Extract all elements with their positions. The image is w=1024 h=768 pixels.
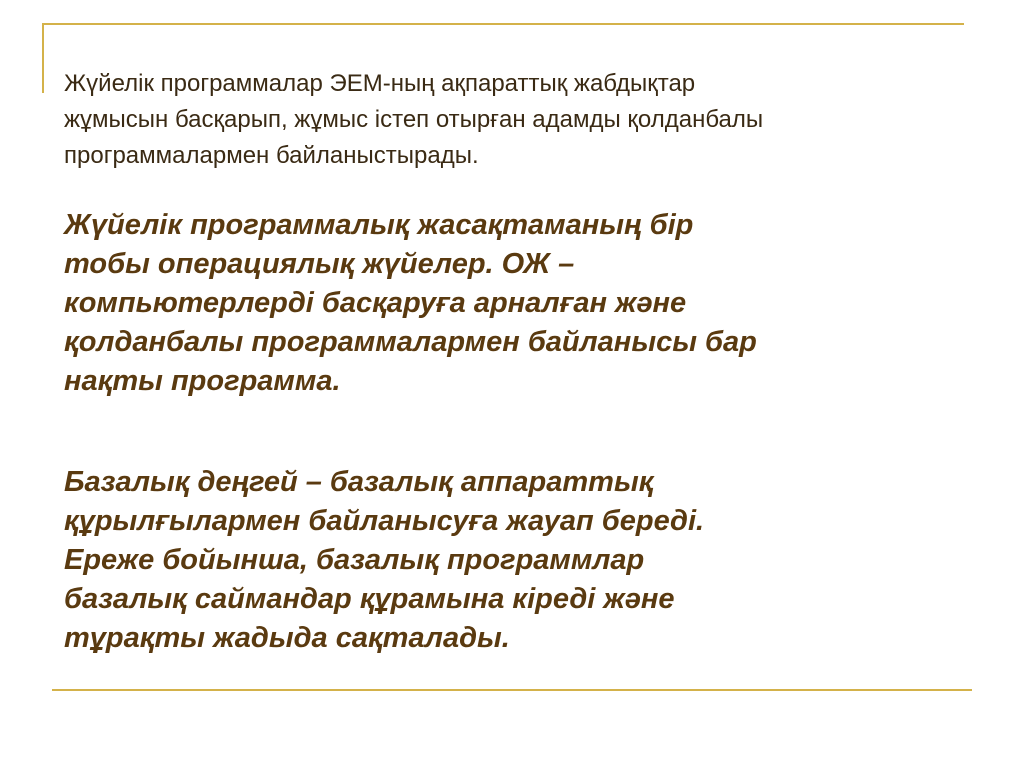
paragraph-line: компьютерлерді басқаруға арналған және: [64, 287, 687, 319]
paragraph-line: Ереже бойынша, базалық программлар: [64, 544, 645, 576]
paragraph-line: Жүйелік программалық жасақтаманың бір: [64, 209, 694, 241]
subtitle-line: жұмысын басқарып, жұмыс істеп отырған адамды қолданбалы: [64, 106, 764, 133]
paragraph-line: тобы операциялық жүйелер. ОЖ –: [64, 248, 575, 280]
paragraph-line: құрылғылармен байланысуға жауап береді.: [64, 505, 705, 537]
paragraph-base-level: [64, 463, 964, 658]
left-border-line: [42, 23, 44, 93]
paragraph-line: нақты программа.: [64, 365, 341, 397]
paragraph-line: тұрақты жадыда сақталады.: [64, 622, 510, 654]
paragraph-operating-systems: [64, 206, 964, 401]
subtitle-line: программалармен байланыстырады.: [64, 142, 479, 169]
subtitle-line: Жүйелік программалар ЭЕМ-ның ақпараттық жабдықтар: [64, 70, 696, 97]
paragraph-line: Базалық деңгей – базалық аппараттық: [64, 466, 654, 498]
bottom-border-line: [52, 689, 972, 691]
slide-subtitle: [64, 66, 964, 174]
top-border-line: [42, 23, 964, 25]
paragraph-line: базалық саймандар құрамына кіреді және: [64, 583, 675, 615]
paragraph-line: қолданбалы программалармен байланысы бар: [64, 326, 757, 358]
